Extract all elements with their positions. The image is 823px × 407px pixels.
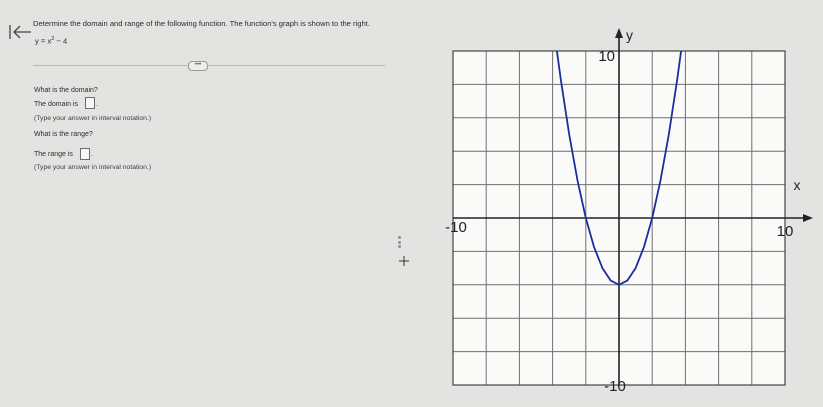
tick-label-y-min: -10 — [604, 378, 626, 395]
equation-exponent: 2 — [51, 36, 55, 42]
domain-hint: (Type your answer in interval notation.) — [34, 115, 152, 122]
domain-answer-prefix: The domain is — [34, 101, 78, 108]
expand-more-button[interactable]: ••• — [188, 61, 208, 71]
tick-label-x-min: -10 — [445, 219, 467, 236]
question-instructions: Determine the domain and range of the following function. The function's graph is shown to the right. — [33, 19, 370, 28]
range-answer-prefix: The range is — [34, 151, 73, 158]
range-answer-suffix: . — [91, 151, 93, 158]
x-axis-label: x — [793, 177, 801, 193]
tick-label-x-max: 10 — [776, 223, 794, 240]
range-question: What is the range? — [34, 131, 93, 138]
domain-answer-suffix: . — [96, 101, 98, 108]
x-axis-arrow — [803, 214, 813, 222]
equation-base: y = x — [35, 36, 52, 46]
domain-question: What is the domain? — [34, 87, 98, 94]
y-axis-arrow — [615, 28, 623, 38]
y-axis-label: y — [626, 27, 633, 43]
equation-tail: − 4 — [54, 36, 68, 46]
tick-label-y-max: 10 — [598, 48, 615, 65]
range-hint: (Type your answer in interval notation.) — [34, 164, 152, 171]
